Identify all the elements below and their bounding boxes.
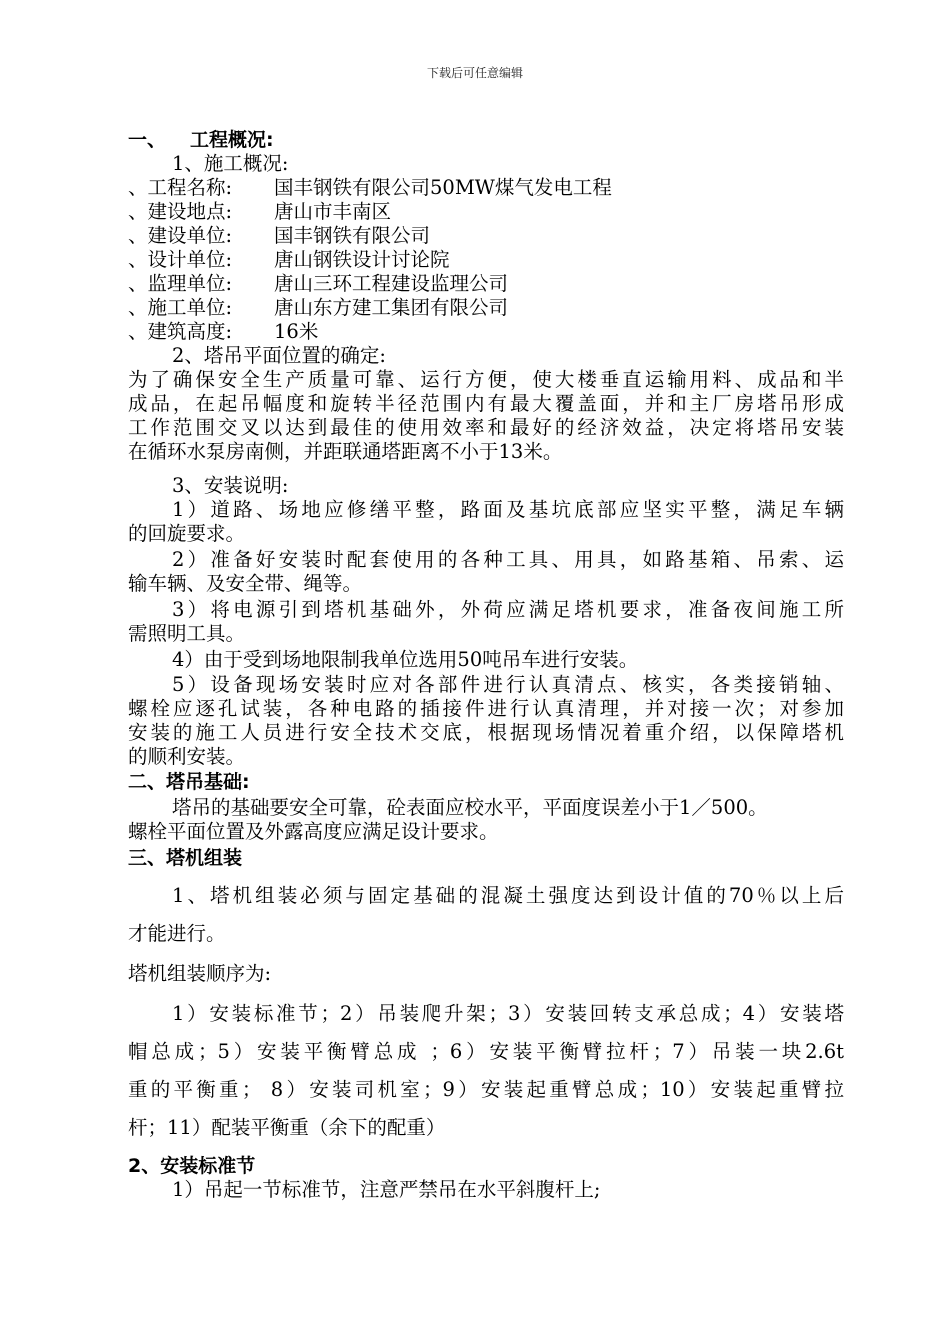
field-row: 、施工单位: 唐山东方建工集团有限公司 — [128, 296, 509, 319]
list-item: 3）将电源引到塔机基础外，外荷应满足塔机要求，准备夜间施工所 — [172, 598, 844, 621]
subsection-1-1-title: 1、施工概况: — [172, 152, 289, 175]
field-row: 、建设单位: 国丰钢铁有限公司 — [128, 224, 431, 247]
subsection-1-2-title: 2、塔吊平面位置的确定: — [172, 344, 386, 367]
field-row: 、建筑高度: 16米 — [128, 320, 319, 343]
section-1-number: 一、 — [128, 129, 167, 151]
list-item: 2）准备好安装时配套使用的各种工具、用具，如路基箱、吊索、运 — [172, 548, 844, 571]
list-item-cont: 安装的施工人员进行安全技术交底，根据现场情况着重介绍，以保障塔机 — [128, 721, 844, 744]
order-line: 杆；11）配装平衡重（余下的配重） — [128, 1116, 446, 1139]
field-row: 、工程名称: 国丰钢铁有限公司50MW煤气发电工程 — [128, 176, 612, 199]
list-item: 5）设备现场安装时应对各部件进行认真清点、核实，各类接销轴、 — [172, 673, 844, 696]
list-item: 4）由于受到场地限制我单位选用50吨吊车进行安装。 — [172, 648, 639, 671]
subsection-1-3-title: 3、安装说明: — [172, 474, 289, 497]
order-line: 重的平衡重； 8）安装司机室；9）安装起重臂总成；10）安装起重臂拉 — [128, 1078, 844, 1101]
paragraph-line: 1、塔机组装必须与固定基础的混凝土强度达到设计值的70％以上后 — [172, 884, 844, 907]
order-line: 1）安装标准节；2）吊装爬升架；3）安装回转支承总成；4）安装塔 — [172, 1002, 844, 1025]
section-2-heading: 二、塔吊基础: — [128, 771, 250, 793]
list-item: 1）道路、场地应修缮平整，路面及基坑底部应坚实平整，满足车辆 — [172, 498, 844, 521]
list-item-cont: 需照明工具。 — [128, 622, 246, 645]
paragraph-line: 在循环水泵房南侧，并距联通塔距离不小于13米。 — [128, 440, 563, 463]
section-4-heading: 2、安装标准节 — [128, 1155, 256, 1177]
paragraph-line: 1）吊起一节标准节，注意严禁吊在水平斜腹杆上; — [172, 1178, 601, 1201]
field-row: 、监理单位: 唐山三环工程建设监理公司 — [128, 272, 509, 295]
paragraph-line: 成品，在起吊幅度和旋转半径范围内有最大覆盖面，并和主厂房塔吊形成 — [128, 392, 844, 415]
paragraph-line: 螺栓平面位置及外露高度应满足设计要求。 — [128, 820, 499, 843]
section-3-heading: 三、塔机组装 — [128, 847, 243, 869]
paragraph-line: 工作范围交叉以达到最佳的使用效率和最好的经济效益，决定将塔吊安装 — [128, 416, 844, 439]
section-1-title: 工程概况: — [190, 129, 274, 151]
field-row: 、设计单位: 唐山钢铁设计讨论院 — [128, 248, 450, 271]
page-header: 下载后可任意编辑 — [426, 66, 523, 80]
field-row: 、建设地点: 唐山市丰南区 — [128, 200, 392, 223]
list-item-cont: 螺栓应逐孔试装，各种电路的插接件进行认真清理，并对接一次；对参加 — [128, 697, 844, 720]
list-item-cont: 的顺利安装。 — [128, 745, 246, 768]
paragraph-line: 塔吊的基础要安全可靠，砼表面应校水平，平面度误差小于1／500。 — [172, 796, 768, 819]
order-label: 塔机组装顺序为: — [128, 962, 272, 985]
list-item-cont: 输车辆、及安全带、绳等。 — [128, 572, 363, 595]
paragraph-line: 为了确保安全生产质量可靠、运行方便，使大楼垂直运输用料、成品和半 — [128, 368, 844, 391]
paragraph-line: 才能进行。 — [128, 922, 226, 945]
order-line: 帽总成；5）安装平衡臂总成 ；6）安装平衡臂拉杆；7）吊装一块2.6t — [128, 1040, 844, 1063]
section-1-heading — [128, 128, 274, 152]
list-item-cont: 的回旋要求。 — [128, 522, 246, 545]
